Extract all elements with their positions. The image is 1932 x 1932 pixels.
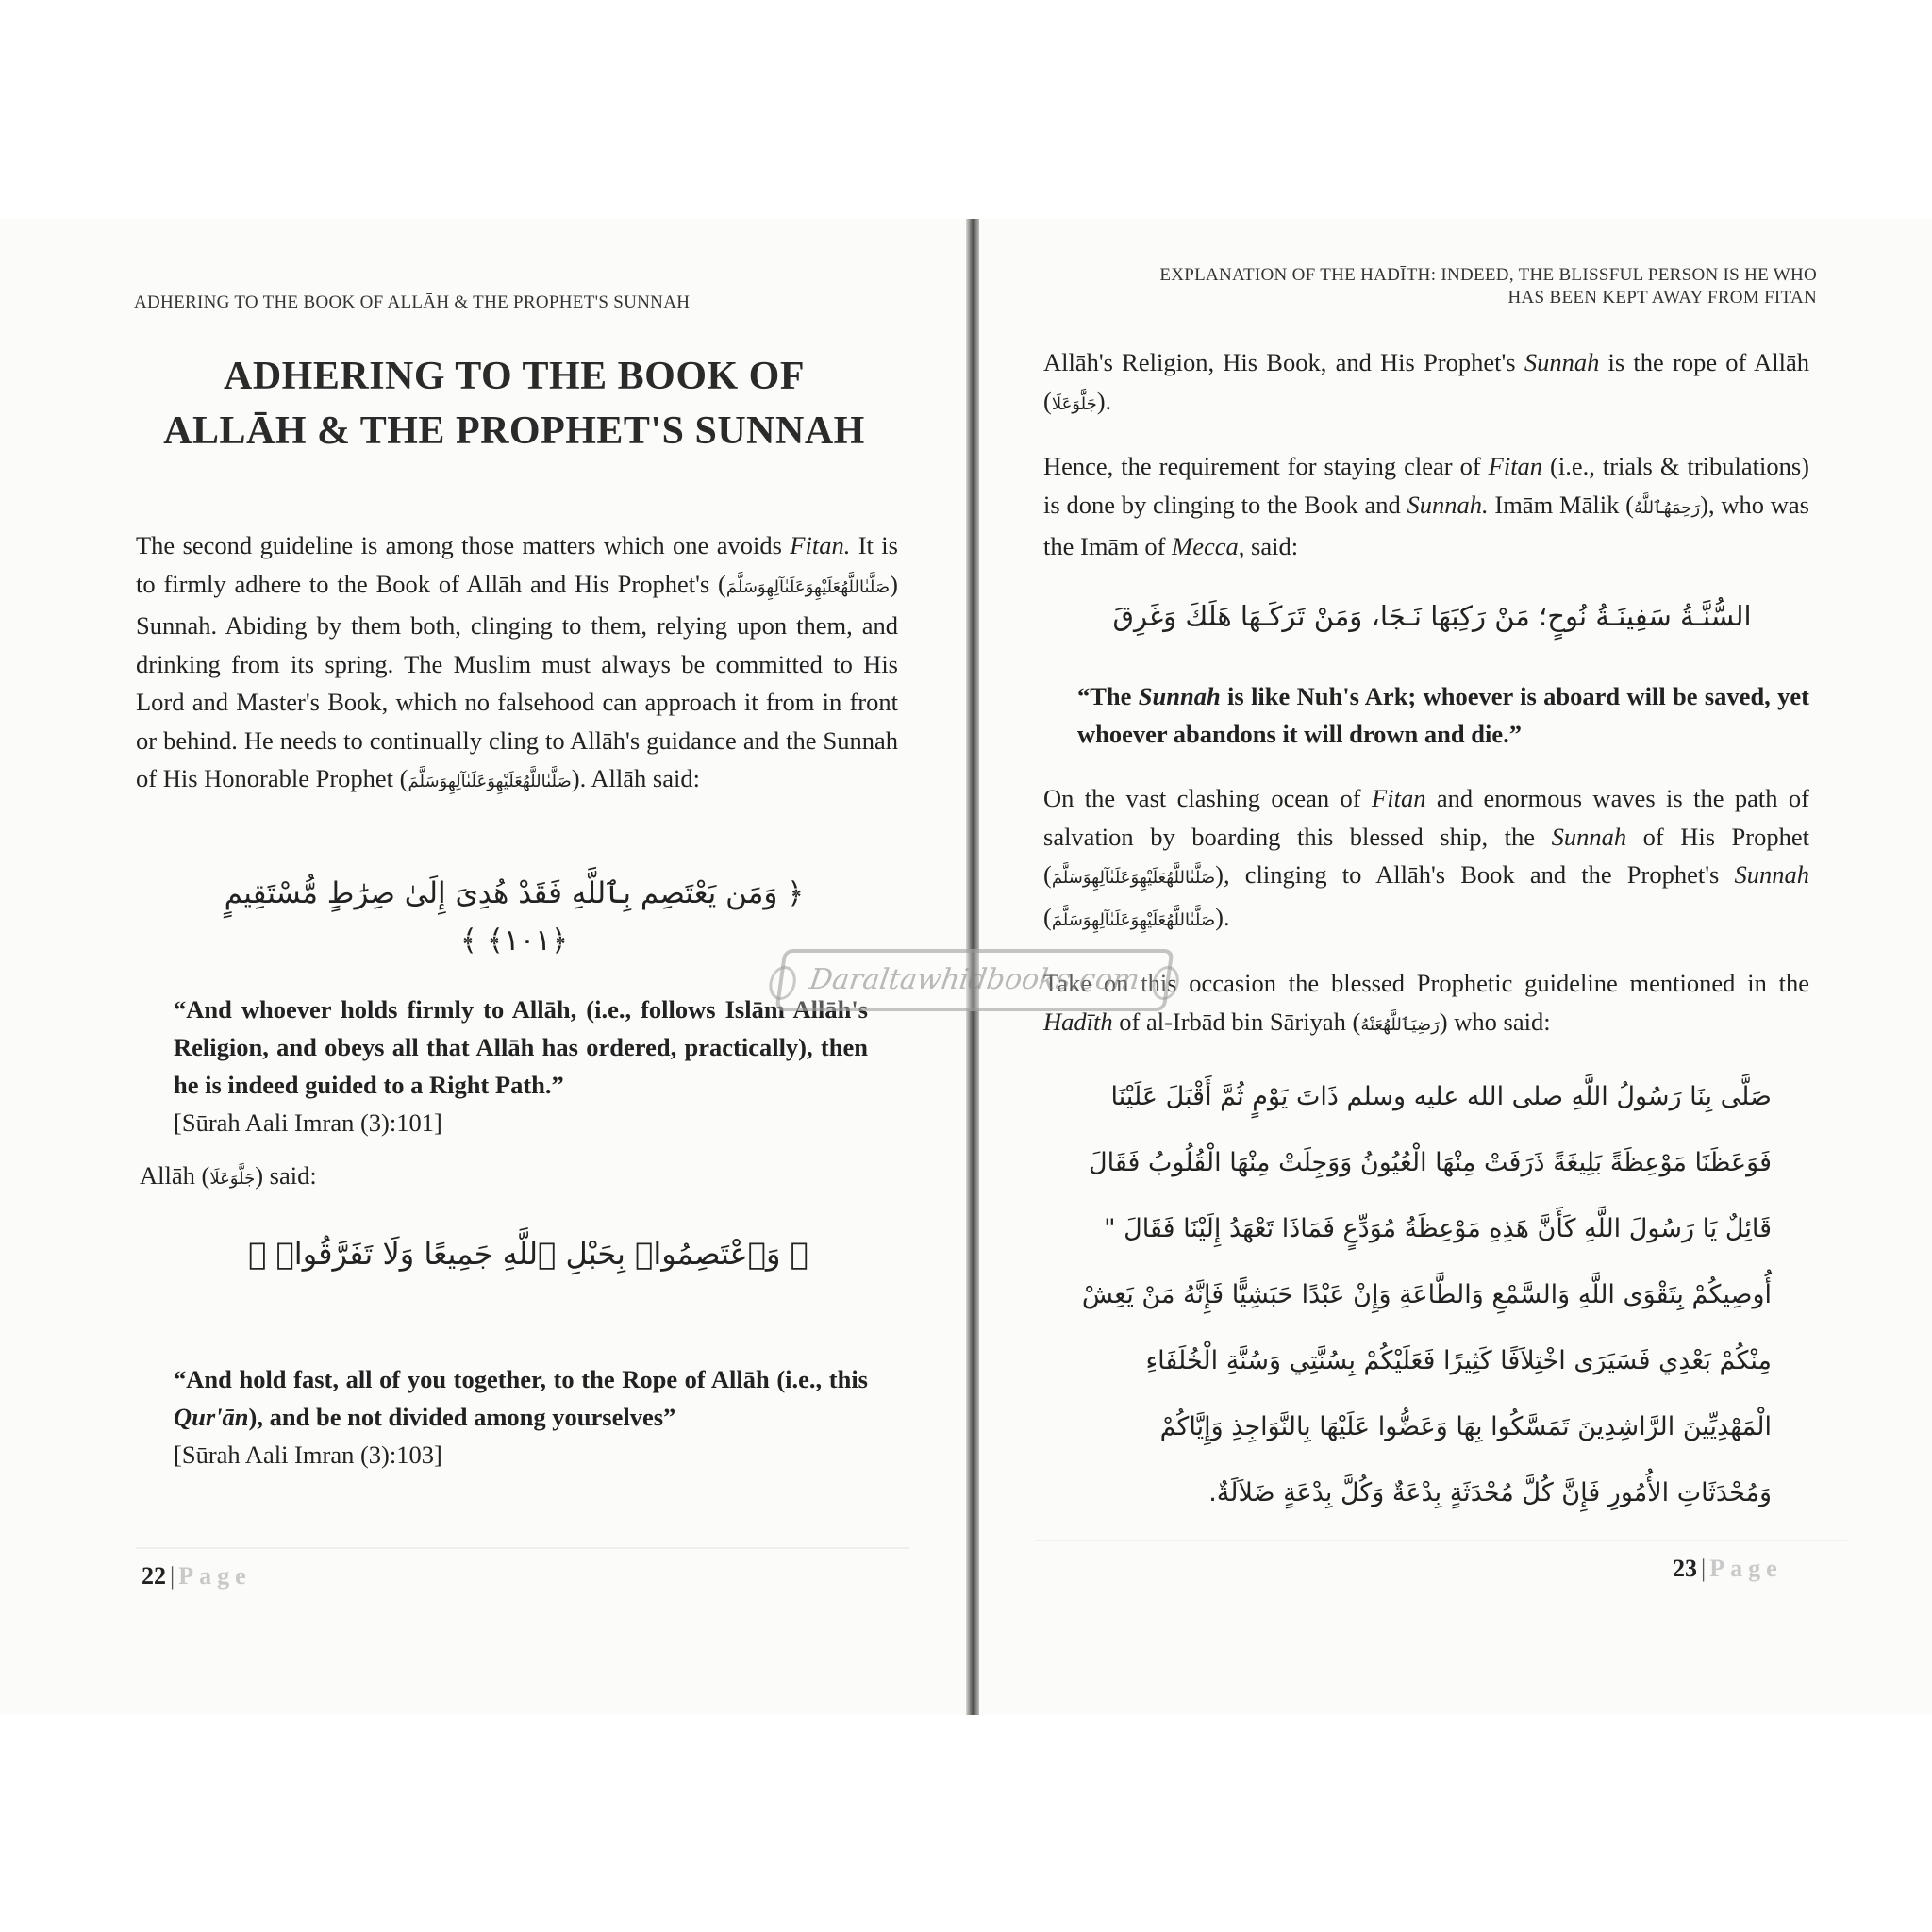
text-run: is the rope of Allāh ( — [1043, 348, 1809, 415]
hadith-line: صَلَّى بِنَا رَسُولُ اللَّهِ صلى الله عليه وسلم ذَاتَ يَوْمٍ ثُمَّ أَقْبَلَ عَلَيْنَا — [1110, 1082, 1772, 1111]
italic-term: Hadīth — [1043, 1007, 1113, 1036]
quote-text: is like Nuh's Ark; whoever is aboard will be saved, yet whoever abandons it will drown and die.” — [1077, 682, 1809, 748]
watermark-logo: Daraltawhidbooks.com — [774, 949, 1174, 1011]
page-label: Page — [1709, 1555, 1783, 1582]
text-run: ) Sunnah. Abiding by them both, clinging to them, relying upon them, and drinking from its spring. The Muslim must always be committed to His Lord and Master's Book, which no falsehood can approach it from in front or behind. He needs to continually cling to Allāh's guidance and the Sunnah of His Honorable Prophet ( — [136, 569, 898, 792]
quran-verse: ﴿ وَمَن يَعْتَصِم بِٱللَّهِ فَقَدْ هُدِىَ إِلَىٰ صِرَٰطٍ مُّسْتَقِيمٍ ﴿١٠١﴾ ﴾ — [224, 876, 805, 958]
honorific-glyph: صَلَّىٰاللَّهُعَلَيْهِوَعَلَىٰآلِهِوَسَلَّمَ — [1051, 909, 1216, 930]
saying-translation — [1077, 677, 1809, 753]
italic-term: Sunnah — [1138, 682, 1221, 710]
page-number-value: 23 — [1673, 1555, 1697, 1582]
text-run: Hence, the requirement for staying clear of — [1043, 452, 1489, 480]
chapter-title — [123, 349, 906, 458]
text-run: ) who said: — [1439, 1007, 1551, 1036]
quote-text: “And whoever holds firmly to Allāh, (i.e., follows Islām Allāh's Religion, and obeys all that Allāh has ordered, practically), then he is indeed guided to a Right Path.” — [174, 995, 868, 1099]
text-run: ). — [1215, 902, 1230, 931]
text-run: ) said: — [255, 1161, 317, 1190]
text-run: Take on this occasion the blessed Prophetic guideline mentioned in the — [1043, 969, 1809, 997]
text-run: On the vast clashing ocean of — [1043, 784, 1373, 812]
text-run: ). Allāh said: — [571, 764, 700, 792]
text-run: It is to firmly adhere to the Book of Allāh and His Prophet's ( — [136, 531, 898, 598]
verse-translation — [174, 1360, 868, 1474]
verse-translation — [174, 991, 868, 1141]
running-head-line: HAS BEEN KEPT AWAY FROM FITAN — [1507, 288, 1817, 308]
running-head — [1159, 264, 1817, 309]
text-run: , said: — [1238, 532, 1299, 560]
italic-term: Mecca — [1172, 532, 1239, 560]
verse-reference: [Sūrah Aali Imran (3):101] — [174, 1108, 442, 1137]
verse-reference: [Sūrah Aali Imran (3):103] — [174, 1441, 442, 1469]
text-run: ), who was the Imām of — [1043, 490, 1809, 560]
running-head-line: EXPLANATION OF THE HADĪTH: INDEED, THE BLISSFUL PERSON IS HE WHO — [1159, 265, 1817, 285]
running-head: ADHERING TO THE BOOK OF ALLĀH & THE PROPHET'S SUNNAH — [134, 292, 691, 312]
hadith-text — [1074, 1064, 1772, 1526]
italic-term: Sunnah — [1734, 860, 1809, 889]
text-run: The second guideline is among those matters which one avoids — [136, 531, 791, 559]
paragraph — [140, 1157, 800, 1199]
honorific-glyph: صَلَّىٰاللَّهُعَلَيْهِوَعَلَىٰآلِهِوَسَلَّمَ — [408, 772, 572, 791]
page-number-value: 22 — [142, 1562, 166, 1590]
italic-term: Fitan — [1372, 784, 1426, 812]
text-run: Allāh's Religion, His Book, and His Prophet's — [1043, 348, 1524, 376]
quote-text: ), and be not divided among yourselves” — [248, 1403, 676, 1431]
quote-text: “The — [1077, 682, 1139, 710]
honorific-glyph: جَلَّوَعَلَا — [1051, 393, 1097, 414]
book-spread — [0, 219, 1932, 1715]
italic-term: Fitan. — [790, 531, 851, 559]
chapter-title-line: ALLĀH & THE PROPHET'S SUNNAH — [163, 409, 865, 453]
text-run: ). — [1096, 386, 1112, 415]
text-run: Imām Mālik ( — [1488, 490, 1634, 519]
hadith-line: الْمَهْدِيِّينَ الرَّاشِدِينَ تَمَسَّكُوا بِهَا وَعَضُّوا عَلَيْهَا بِالنَّوَاجِذِ وَإِيَّاكُمْ — [1159, 1412, 1772, 1441]
hadith-line: وَمُحْدَثَاتِ الأُمُورِ فَإِنَّ كُلَّ مُحْدَثَةٍ بِدْعَةٌ وَكُلَّ بِدْعَةٍ ضَلاَلَةٌ. — [1208, 1478, 1772, 1507]
text-run: ( — [1043, 902, 1052, 931]
text-run: (i.e., trials & tribulations) is done by clinging to the Book and — [1043, 452, 1809, 519]
folio-separator: | — [170, 1562, 175, 1590]
quote-text: “And hold fast, all of you together, to the Rope of Allāh (i.e., this — [174, 1365, 868, 1393]
honorific-glyph: صَلَّىٰاللَّهُعَلَيْهِوَعَلَىٰآلِهِوَسَلَّمَ — [1051, 868, 1216, 888]
page-number — [1673, 1555, 1783, 1583]
text-run: of al-Irbād bin Sāriyah ( — [1112, 1007, 1361, 1036]
arabic-saying: السُّنَّـةُ سَفِينَـةُ نُوحٍ؛ مَنْ رَكِبَهَا نَـجَا، وَمَنْ تَرَكَـهَا هَلَكَ وَغَرِقَ — [1112, 600, 1752, 632]
footer-rule — [136, 1547, 909, 1549]
page-number — [142, 1562, 252, 1591]
hadith-line: فَوَعَظَنَا مَوْعِظَةً بَلِيغَةً ذَرَفَتْ مِنْهَا الْعُيُونُ وَوَجِلَتْ مِنْهَا الْقُلُوبُ فَقَالَ — [1088, 1148, 1772, 1177]
folio-separator: | — [1701, 1555, 1707, 1582]
paragraph — [136, 526, 898, 802]
italic-term: Fitan — [1488, 452, 1543, 480]
page-label: Page — [178, 1562, 252, 1590]
text-run: of His Prophet ( — [1043, 822, 1809, 889]
quran-verse: ﴿ وَٱعْتَصِمُوا۟ بِحَبْلِ ٱللَّهِ جَمِيعًا وَلَا تَفَرَّقُوا۟ ﴾ — [248, 1236, 808, 1272]
honorific-glyph: جَلَّوَعَلَا — [209, 1169, 256, 1189]
text-run: and enormous waves is the path of salvation by boarding this blessed ship, the — [1043, 784, 1810, 851]
honorific-glyph: رَضِيَٱللَّهُعَنْهُ — [1360, 1014, 1440, 1035]
hadith-line: مِنْكُمْ بَعْدِي فَسَيَرَى اخْتِلاَفًا كَثِيرًا فَعَلَيْكُمْ بِسُنَّتِي وَسُنَّةِ الْخُلَفَاءِ — [1145, 1346, 1772, 1375]
italic-term: Sunnah. — [1407, 490, 1489, 519]
text-run: ), clinging to Allāh's Book and the Prophet's — [1215, 860, 1735, 889]
footer-rule — [1036, 1540, 1847, 1541]
italic-term: Sunnah — [1551, 822, 1627, 851]
paragraph — [1043, 447, 1809, 566]
paragraph — [1043, 779, 1809, 940]
hadith-line: أُوصِيكُمْ بِتَقْوَى اللَّهِ وَالسَّمْعِ وَالطَّاعَةِ وَإِنْ عَبْدًا حَبَشِيًّا فَإِنَّهُ مَنْ يَعِشْ — [1081, 1280, 1772, 1309]
hadith-line: قَائِلٌ يَا رَسُولَ اللَّهِ كَأَنَّ هَذِهِ مَوْعِظَةُ مُوَدِّعٍ فَمَاذَا تَعْهَدُ إِلَيْنَا فَقَالَ " — [1104, 1214, 1772, 1243]
chapter-title-line: ADHERING TO THE BOOK OF — [224, 355, 805, 398]
honorific-glyph: رَحِمَهُٱللَّهُ — [1633, 497, 1701, 518]
paragraph — [1043, 343, 1809, 424]
honorific-glyph: صَلَّىٰاللَّهُعَلَيْهِوَعَلَىٰآلِهِوَسَلَّمَ — [725, 576, 891, 597]
text-run: Allāh ( — [140, 1161, 210, 1190]
italic-term: Qur'ān — [174, 1403, 249, 1431]
italic-term: Sunnah — [1524, 348, 1600, 376]
